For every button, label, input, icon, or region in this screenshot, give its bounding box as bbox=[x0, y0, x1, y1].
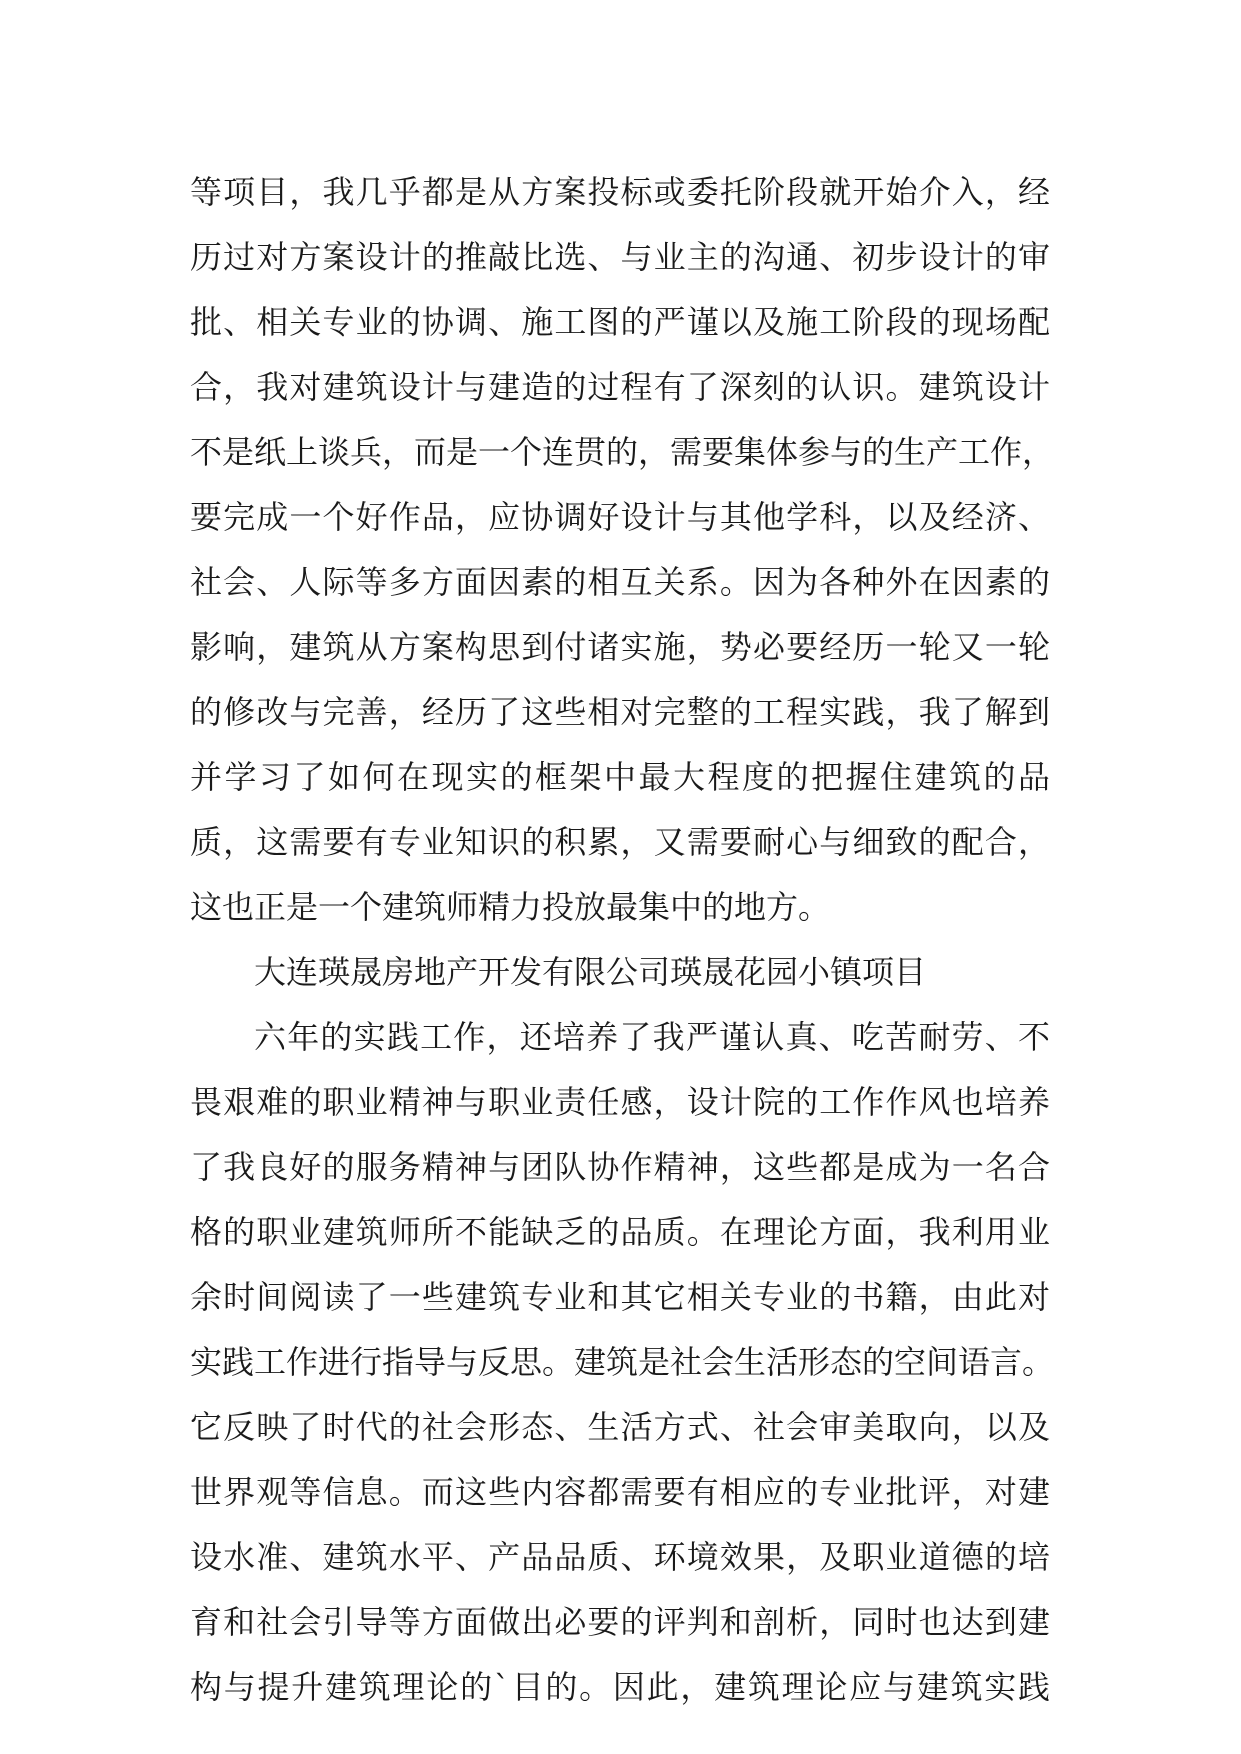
text-line: 的修改与完善，经历了这些相对完整的工程实践，我了解到 bbox=[190, 693, 1050, 731]
text-line: 设水准、建筑水平、产品品质、环境效果，及职业道德的培 bbox=[190, 1538, 1050, 1576]
text-line: 世界观等信息。而这些内容都需要有相应的专业批评，对建 bbox=[190, 1473, 1050, 1511]
text-line: 历过对方案设计的推敲比选、与业主的沟通、初步设计的审 bbox=[190, 238, 1050, 276]
paragraph-3 bbox=[190, 1005, 1055, 1720]
text-line: 畏艰难的职业精神与职业责任感，设计院的工作作风也培养 bbox=[190, 1083, 1050, 1121]
text-line: 不是纸上谈兵，而是一个连贯的，需要集体参与的生产工作， bbox=[190, 433, 1055, 471]
text-line: 这也正是一个建筑师精力投放最集中的地方。 bbox=[190, 888, 831, 926]
text-line: 社会、人际等多方面因素的相互关系。因为各种外在因素的 bbox=[190, 563, 1050, 601]
text-line: 了我良好的服务精神与团队协作精神，这些都是成为一名合 bbox=[190, 1148, 1050, 1186]
text-line: 合，我对建筑设计与建造的过程有了深刻的认识。建筑设计 bbox=[190, 368, 1050, 406]
paragraph-1 bbox=[190, 160, 1055, 940]
text-line: 它反映了时代的社会形态、生活方式、社会审美取向，以及 bbox=[190, 1408, 1050, 1446]
text-line: 余时间阅读了一些建筑专业和其它相关专业的书籍，由此对 bbox=[190, 1278, 1050, 1316]
text-line: 六年的实践工作，还培养了我严谨认真、吃苦耐劳、不 bbox=[254, 1018, 1050, 1056]
project-title-line: 大连瑛晟房地产开发有限公司瑛晟花园小镇项目 bbox=[254, 953, 927, 991]
text-line: 等项目，我几乎都是从方案投标或委托阶段就开始介入，经 bbox=[190, 173, 1050, 211]
text-line: 格的职业建筑师所不能缺乏的品质。在理论方面，我利用业 bbox=[190, 1213, 1050, 1251]
text-line: 育和社会引导等方面做出必要的评判和剖析，同时也达到建 bbox=[190, 1603, 1050, 1641]
text-line: 实践工作进行指导与反思。建筑是社会生活形态的空间语言。 bbox=[190, 1343, 1055, 1381]
paragraph-2 bbox=[190, 940, 1050, 1005]
text-line: 并学习了如何在现实的框架中最大程度的把握住建筑的品 bbox=[190, 758, 1050, 796]
body-text bbox=[190, 160, 1055, 1720]
text-line: 构与提升建筑理论的`目的。因此，建筑理论应与建筑实践 bbox=[190, 1668, 1050, 1706]
text-line: 批、相关专业的协调、施工图的严谨以及施工阶段的现场配 bbox=[190, 303, 1050, 341]
text-line: 质，这需要有专业知识的积累，又需要耐心与细致的配合， bbox=[190, 823, 1050, 861]
text-line: 要完成一个好作品，应协调好设计与其他学科，以及经济、 bbox=[190, 498, 1050, 536]
text-line: 影响，建筑从方案构思到付诸实施，势必要经历一轮又一轮 bbox=[190, 628, 1050, 666]
